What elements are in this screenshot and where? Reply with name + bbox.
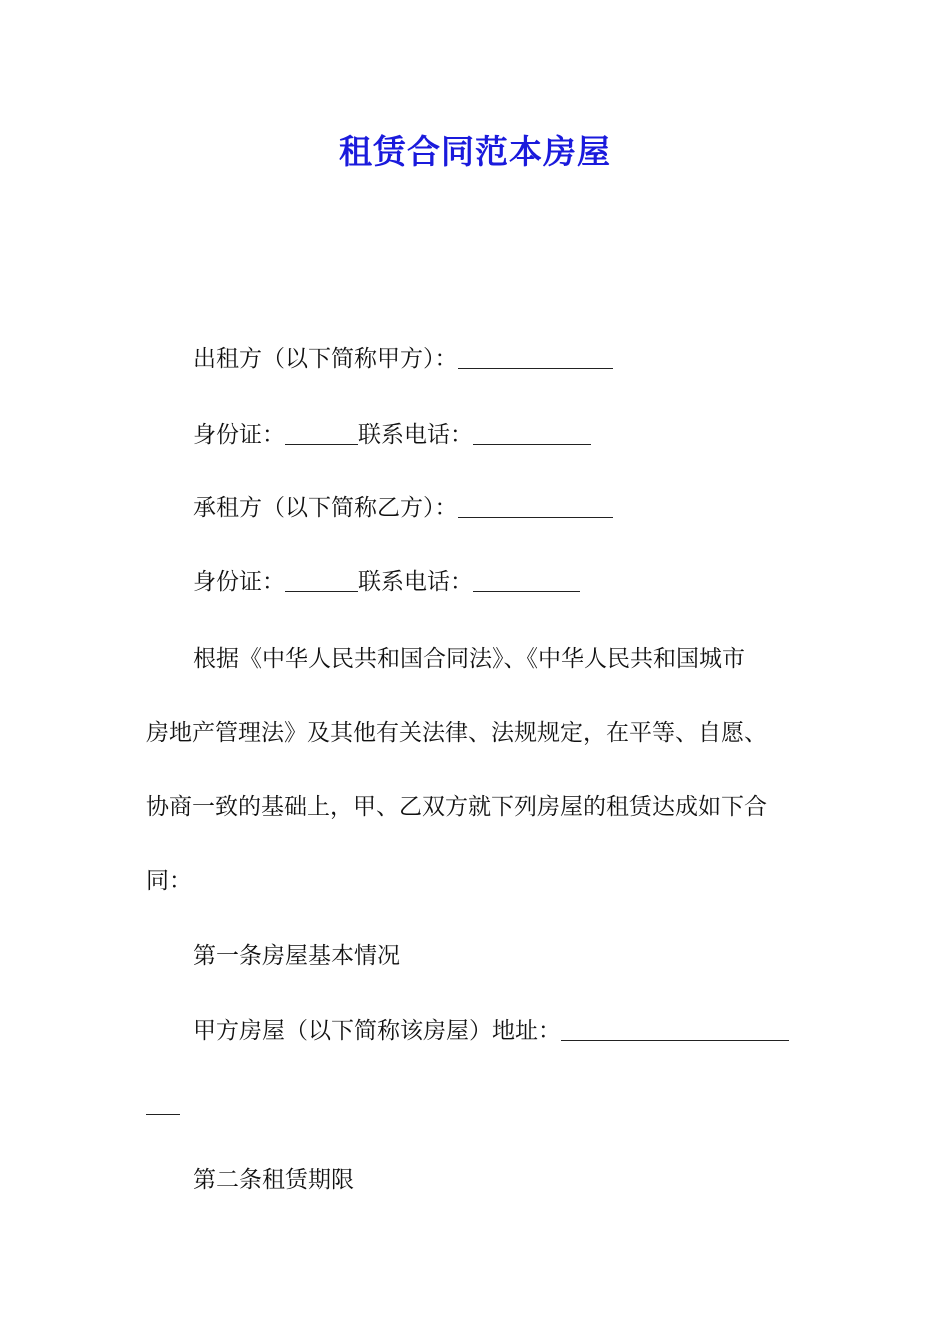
article-2-heading: 第二条租赁期限 — [193, 1167, 354, 1193]
lessee-id-blank[interactable] — [285, 569, 358, 592]
preamble-line-4: 同： — [146, 868, 192, 894]
document-title: 租赁合同范本房屋 — [339, 132, 611, 171]
preamble-line-3: 协商一致的基础上，甲、乙双方就下列房屋的租赁达成如下合 — [146, 794, 767, 820]
address-line-cont — [146, 1088, 180, 1122]
lessor-label: 出租方（以下简称甲方）： — [193, 346, 458, 372]
lessee-phone-blank[interactable] — [473, 569, 580, 592]
address-blank-cont[interactable] — [146, 1092, 180, 1115]
article-1-heading: 第一条房屋基本情况 — [193, 943, 400, 969]
id-label: 身份证： — [193, 569, 285, 595]
phone-label: 联系电话： — [358, 422, 473, 448]
lessee-line — [193, 491, 613, 525]
phone-label: 联系电话： — [358, 569, 473, 595]
lessor-id-line — [193, 418, 591, 452]
lessor-phone-blank[interactable] — [473, 422, 591, 445]
preamble-line-2: 房地产管理法》及其他有关法律、法规规定，在平等、自愿、 — [146, 720, 767, 746]
id-label: 身份证： — [193, 422, 285, 448]
preamble-line-1: 根据《中华人民共和国合同法》、《中华人民共和国城市 — [193, 646, 745, 672]
lessee-blank[interactable] — [458, 495, 613, 518]
lessee-label: 承租方（以下简称乙方）： — [193, 495, 458, 521]
address-line — [193, 1014, 789, 1048]
lessor-id-blank[interactable] — [285, 422, 358, 445]
lessor-blank[interactable] — [458, 346, 613, 369]
lessor-line — [193, 342, 613, 376]
address-blank[interactable] — [561, 1018, 789, 1041]
address-label: 甲方房屋（以下简称该房屋）地址： — [193, 1018, 561, 1044]
lessee-id-line — [193, 565, 580, 599]
